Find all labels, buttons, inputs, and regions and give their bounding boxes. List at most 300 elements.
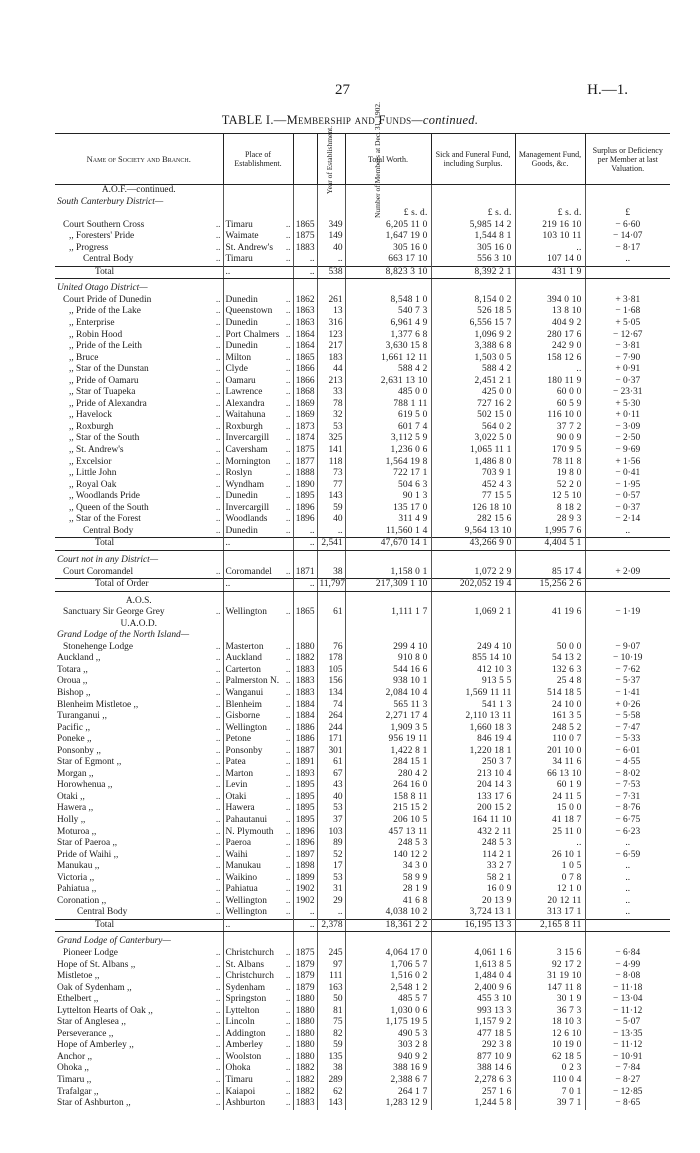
surplus-cell: − 0·57 xyxy=(585,491,670,503)
total-worth-cell: 663 17 10 xyxy=(345,254,431,266)
empty-cell-members xyxy=(317,208,345,220)
members-cell: 178 xyxy=(317,653,345,665)
table-row xyxy=(55,723,670,735)
table-row xyxy=(55,468,670,480)
surplus-cell: − 2·14 xyxy=(585,514,670,526)
society-name: Victoria ,, .. xyxy=(57,872,221,883)
management-fund-cell: 313 17 1 xyxy=(515,907,585,919)
empty-cell-place xyxy=(223,555,293,567)
total-worth-cell: 485 0 0 xyxy=(345,387,431,399)
section-heading: A.O.F.—continued. xyxy=(101,185,176,195)
total-row xyxy=(55,579,670,592)
place-cell: Wellington .. xyxy=(223,607,293,619)
members-cell: 244 xyxy=(317,723,345,735)
total-worth-cell: 135 17 0 xyxy=(345,503,431,515)
total-worth-cell: 1,909 3 5 xyxy=(345,723,431,735)
total-label: Total of Order xyxy=(55,579,223,592)
management-fund-cell: .. xyxy=(515,838,585,850)
table-row xyxy=(55,960,670,972)
management-fund-cell: 248 5 2 xyxy=(515,723,585,735)
table-row xyxy=(55,330,670,342)
empty-cell-year xyxy=(293,283,317,295)
surplus-cell: − 12·85 xyxy=(585,1087,670,1099)
surplus-cell: + 2·09 xyxy=(585,567,670,579)
members-cell: .. xyxy=(317,254,345,266)
surplus-cell: − 9·69 xyxy=(585,445,670,457)
total-worth-cell: 158 8 11 xyxy=(345,792,431,804)
table-row xyxy=(55,803,670,815)
total-worth-cell: 3,630 15 8 xyxy=(345,341,431,353)
district-heading-row xyxy=(55,936,670,948)
total-worth-cell: 90 1 3 xyxy=(345,491,431,503)
society-name: ,, Queen of the South .. xyxy=(69,502,221,513)
place-cell: Invercargill .. xyxy=(223,433,293,445)
members-cell: 82 xyxy=(317,1029,345,1041)
management-fund-cell: 15,256 2 6 xyxy=(515,579,585,592)
surplus-cell: − 5·33 xyxy=(585,734,670,746)
surplus-cell: − 8·08 xyxy=(585,971,670,983)
year-cell: 1887 xyxy=(293,746,317,758)
header-surplus: Surplus or Deficiency per Member at last Valuation. xyxy=(585,134,670,185)
members-cell: 245 xyxy=(317,948,345,960)
total-worth-cell: 140 12 2 xyxy=(345,850,431,862)
place-cell: Amberley .. xyxy=(223,1040,293,1052)
society-name: Otaki ,, .. xyxy=(57,791,221,802)
place-cell: Roslyn .. xyxy=(223,468,293,480)
place-cell: Sydenham .. xyxy=(223,983,293,995)
sick-fund-cell: 200 15 2 xyxy=(431,803,515,815)
header-society: Name of Society and Branch. xyxy=(55,134,223,185)
society-name: Ponsonby ,, .. xyxy=(57,745,221,756)
header-total-worth: Total Worth. xyxy=(345,134,431,185)
year-cell: 1875 xyxy=(293,948,317,960)
empty-cell-surplus xyxy=(585,185,670,197)
empty-cell-surplus xyxy=(585,619,670,631)
total-worth-cell: 264 16 0 xyxy=(345,780,431,792)
sick-fund-cell: 77 15 5 xyxy=(431,491,515,503)
society-name: ,, Little John .. xyxy=(69,468,221,479)
members-cell: 111 xyxy=(317,971,345,983)
members-cell: 74 xyxy=(317,700,345,712)
year-cell: 1902 xyxy=(293,884,317,896)
management-fund-cell: 60 1 9 xyxy=(515,780,585,792)
society-name: Court Southern Cross .. xyxy=(63,219,221,230)
members-cell: 53 xyxy=(317,873,345,885)
management-fund-cell: 147 11 8 xyxy=(515,983,585,995)
place-cell: Port Chalmers .. xyxy=(223,330,293,342)
header-place: Place of Establishment. xyxy=(223,134,293,185)
empty-cell-year xyxy=(293,936,317,948)
total-worth-cell: 47,670 14 1 xyxy=(345,538,431,551)
sick-fund-cell: 4,061 1 6 xyxy=(431,948,515,960)
sick-fund-cell: 877 10 9 xyxy=(431,1052,515,1064)
sick-fund-cell: 16,195 13 3 xyxy=(431,919,515,932)
year-cell: 1866 xyxy=(293,364,317,376)
members-cell: 31 xyxy=(317,884,345,896)
total-row xyxy=(55,919,670,932)
surplus-cell: .. xyxy=(585,254,670,266)
surplus-cell: − 10·19 xyxy=(585,653,670,665)
surplus-cell: − 5·07 xyxy=(585,1017,670,1029)
management-fund-cell: 4,404 5 1 xyxy=(515,538,585,551)
sick-fund-cell: 248 5 3 xyxy=(431,838,515,850)
total-worth-cell: 1,283 12 9 xyxy=(345,1098,431,1110)
society-name: Auckland ,, .. xyxy=(57,653,221,664)
year-cell: 1883 xyxy=(293,1098,317,1110)
district-heading: United Otago District— xyxy=(57,283,148,294)
members-cell: 13 xyxy=(317,306,345,318)
members-cell: 67 xyxy=(317,769,345,781)
empty-cell-management-fund xyxy=(515,185,585,197)
management-fund-cell: 280 17 6 xyxy=(515,330,585,342)
sick-fund-cell: 1,072 2 9 xyxy=(431,567,515,579)
sick-fund-cell: 1,220 18 1 xyxy=(431,746,515,758)
place-cell: Caversham .. xyxy=(223,445,293,457)
table-row xyxy=(55,220,670,232)
society-name: Trafalgar ,, .. xyxy=(57,1086,221,1097)
members-cell: 261 xyxy=(317,295,345,307)
sick-fund-cell: 388 14 6 xyxy=(431,1063,515,1075)
members-cell: 29 xyxy=(317,896,345,908)
total-worth-cell: 305 16 0 xyxy=(345,243,431,255)
place-cell: Dunedin .. xyxy=(223,295,293,307)
year-cell: 1896 xyxy=(293,503,317,515)
place-cell: .. xyxy=(223,538,293,551)
sick-fund-cell: 1,503 0 5 xyxy=(431,353,515,365)
year-cell: 1902 xyxy=(293,896,317,908)
management-fund-cell: 431 1 9 xyxy=(515,266,585,279)
empty-cell-total-worth xyxy=(345,596,431,608)
sick-fund-cell: 2,451 2 1 xyxy=(431,376,515,388)
surplus-cell: − 14·07 xyxy=(585,231,670,243)
empty-cell-sick-fund xyxy=(431,596,515,608)
empty-cell-year xyxy=(293,596,317,608)
sick-fund-cell: 126 18 10 xyxy=(431,503,515,515)
place-cell: Waitahuna .. xyxy=(223,410,293,422)
members-cell: 301 xyxy=(317,746,345,758)
empty-cell-total-worth xyxy=(345,630,431,642)
society-name: Star of Paeroa ,, .. xyxy=(57,838,221,849)
total-worth-cell: 788 1 11 xyxy=(345,399,431,411)
management-fund-cell: 161 3 5 xyxy=(515,711,585,723)
sick-fund-cell: 8,154 0 2 xyxy=(431,295,515,307)
members-cell: 217 xyxy=(317,341,345,353)
table-row xyxy=(55,353,670,365)
table-row xyxy=(55,480,670,492)
empty-cell-place xyxy=(223,185,293,197)
empty-cell-management-fund xyxy=(515,619,585,631)
total-worth-cell: 956 19 11 xyxy=(345,734,431,746)
society-name: ,, Woodlands Pride .. xyxy=(69,491,221,502)
management-fund-cell: 34 11 6 xyxy=(515,757,585,769)
total-worth-cell: 619 5 0 xyxy=(345,410,431,422)
empty-cell-management-fund xyxy=(515,555,585,567)
year-cell: 1866 xyxy=(293,376,317,388)
total-worth-cell: 41 6 8 xyxy=(345,896,431,908)
total-worth-cell: 1,647 19 0 xyxy=(345,231,431,243)
management-fund-cell: 52 2 0 xyxy=(515,480,585,492)
surplus-cell: − 7·90 xyxy=(585,353,670,365)
members-cell: 76 xyxy=(317,642,345,654)
table-title xyxy=(0,113,700,128)
society-name: Morgan ,, .. xyxy=(57,768,221,779)
sick-fund-cell: 477 18 5 xyxy=(431,1029,515,1041)
empty-cell-surplus xyxy=(585,555,670,567)
society-name: ,, Roxburgh .. xyxy=(69,421,221,432)
management-fund-cell: 170 9 5 xyxy=(515,445,585,457)
total-worth-cell: 1,377 6 8 xyxy=(345,330,431,342)
place-cell: Petone .. xyxy=(223,734,293,746)
year-cell: 1869 xyxy=(293,410,317,422)
table-row xyxy=(55,642,670,654)
society-name: Star of Anglesea ,, .. xyxy=(57,1017,221,1028)
year-cell: 1890 xyxy=(293,480,317,492)
place-cell: Waikino .. xyxy=(223,873,293,885)
empty-cell-place xyxy=(223,208,293,220)
empty-cell-total-worth xyxy=(345,197,431,209)
year-cell: 1888 xyxy=(293,468,317,480)
management-fund-cell: 514 18 5 xyxy=(515,688,585,700)
table-row xyxy=(55,792,670,804)
place-cell: Dunedin .. xyxy=(223,341,293,353)
place-cell: .. xyxy=(223,919,293,932)
management-fund-cell: 25 11 0 xyxy=(515,827,585,839)
sick-fund-cell: 588 4 2 xyxy=(431,364,515,376)
total-worth-cell: 311 4 9 xyxy=(345,514,431,526)
society-name: Star of Ashburton ,, .. xyxy=(57,1098,221,1109)
district-heading: Court not in any District— xyxy=(57,554,159,565)
section-heading-row xyxy=(55,619,670,631)
table-row xyxy=(55,387,670,399)
sick-fund-cell: 993 13 3 xyxy=(431,1006,515,1018)
table-row xyxy=(55,457,670,469)
surplus-cell: − 4·55 xyxy=(585,757,670,769)
management-fund-cell: 15 0 0 xyxy=(515,803,585,815)
table-row xyxy=(55,983,670,995)
year-cell: 1875 xyxy=(293,231,317,243)
year-cell: 1880 xyxy=(293,1052,317,1064)
sick-fund-cell: 33 2 7 xyxy=(431,861,515,873)
place-cell: Invercargill .. xyxy=(223,503,293,515)
members-cell: 143 xyxy=(317,1098,345,1110)
members-cell: 123 xyxy=(317,330,345,342)
total-worth-cell: 4,064 17 0 xyxy=(345,948,431,960)
total-worth-cell: 6,205 11 0 xyxy=(345,220,431,232)
place-cell: St. Albans .. xyxy=(223,960,293,972)
empty-cell-surplus xyxy=(585,630,670,642)
empty-cell-place xyxy=(223,936,293,948)
total-worth-cell: 217,309 1 10 xyxy=(345,579,431,592)
year-cell: .. xyxy=(293,254,317,266)
sick-fund-cell: 526 18 5 xyxy=(431,306,515,318)
total-worth-cell: 485 5 7 xyxy=(345,994,431,1006)
table-row xyxy=(55,410,670,422)
members-cell: 105 xyxy=(317,665,345,677)
sick-fund-cell: 1,157 9 2 xyxy=(431,1017,515,1029)
table-title-prefix: TABLE I.— xyxy=(221,113,287,127)
management-fund-cell: 110 0 4 xyxy=(515,1075,585,1087)
total-worth-cell: 2,271 17 4 xyxy=(345,711,431,723)
society-name: Horowhenua ,, .. xyxy=(57,780,221,791)
members-cell: 325 xyxy=(317,433,345,445)
surplus-cell: − 12·67 xyxy=(585,330,670,342)
year-cell: 1880 xyxy=(293,1029,317,1041)
management-fund-cell: 219 16 10 xyxy=(515,220,585,232)
year-cell: 1883 xyxy=(293,243,317,255)
sick-fund-cell: 432 2 11 xyxy=(431,827,515,839)
sick-fund-cell: 133 17 6 xyxy=(431,792,515,804)
total-worth-cell: 264 1 7 xyxy=(345,1087,431,1099)
management-fund-cell: 78 11 8 xyxy=(515,457,585,469)
empty-cell-year xyxy=(293,555,317,567)
management-fund-cell: 41 19 6 xyxy=(515,607,585,619)
sick-fund-cell: 3,022 5 0 xyxy=(431,433,515,445)
surplus-cell: − 0·37 xyxy=(585,376,670,388)
surplus-cell: − 10·91 xyxy=(585,1052,670,1064)
society-name: Pride of Waihi ,, .. xyxy=(57,849,221,860)
society-name: Central Body .. xyxy=(83,254,221,265)
table-row xyxy=(55,1017,670,1029)
table-row xyxy=(55,700,670,712)
district-heading-row xyxy=(55,197,670,209)
society-name: Oroua ,, .. xyxy=(57,676,221,687)
society-name: Central Body .. xyxy=(77,907,221,918)
year-cell: 1895 xyxy=(293,491,317,503)
place-cell: Dunedin .. xyxy=(223,526,293,538)
table-row xyxy=(55,567,670,579)
district-heading: Grand Lodge of the North Island— xyxy=(57,630,190,641)
table-row xyxy=(55,873,670,885)
total-worth-cell: 1,158 0 1 xyxy=(345,567,431,579)
year-cell: 1862 xyxy=(293,295,317,307)
year-cell: 1865 xyxy=(293,607,317,619)
table-row xyxy=(55,422,670,434)
empty-cell-place xyxy=(223,197,293,209)
total-worth-cell: 34 3 0 xyxy=(345,861,431,873)
place-cell: Ohoka .. xyxy=(223,1063,293,1075)
place-cell: Paeroa .. xyxy=(223,838,293,850)
surplus-cell: − 4·99 xyxy=(585,960,670,972)
members-cell: 43 xyxy=(317,780,345,792)
sick-fund-cell: 202,052 19 4 xyxy=(431,579,515,592)
surplus-cell: − 2·50 xyxy=(585,433,670,445)
empty-cell-surplus xyxy=(585,283,670,295)
place-cell: Levin .. xyxy=(223,780,293,792)
sick-fund-cell: 1,069 2 1 xyxy=(431,607,515,619)
sick-fund-cell: 16 0 9 xyxy=(431,884,515,896)
total-worth-cell: 2,388 6 7 xyxy=(345,1075,431,1087)
year-cell: 1863 xyxy=(293,318,317,330)
empty-cell-members xyxy=(317,197,345,209)
society-name: ,, Pride of the Leith .. xyxy=(69,341,221,352)
society-name: Blenheim Mistletoe ,, .. xyxy=(57,699,221,710)
place-cell: Patea .. xyxy=(223,757,293,769)
members-cell: 78 xyxy=(317,399,345,411)
sick-fund-cell: 846 19 4 xyxy=(431,734,515,746)
society-name: Pahiatua ,, .. xyxy=(57,884,221,895)
society-name: ,, St. Andrew's .. xyxy=(69,445,221,456)
surplus-cell: − 8·27 xyxy=(585,1075,670,1087)
empty-cell-place xyxy=(223,630,293,642)
management-fund-cell: .. xyxy=(515,364,585,376)
society-name: ,, Excelsior .. xyxy=(69,456,221,467)
year-cell: 1865 xyxy=(293,353,317,365)
place-cell: Auckland .. xyxy=(223,653,293,665)
table-row xyxy=(55,861,670,873)
table-row xyxy=(55,850,670,862)
empty-cell-place xyxy=(223,283,293,295)
surplus-cell: − 9·07 xyxy=(585,642,670,654)
year-cell: 1899 xyxy=(293,873,317,885)
sick-fund-cell: 1,613 8 5 xyxy=(431,960,515,972)
management-fund-cell: 0 2 3 xyxy=(515,1063,585,1075)
place-cell: Addington .. xyxy=(223,1029,293,1041)
total-worth-cell: 588 4 2 xyxy=(345,364,431,376)
surplus-cell: .. xyxy=(585,907,670,919)
members-cell: 62 xyxy=(317,1087,345,1099)
place-cell: .. xyxy=(223,266,293,279)
total-worth-cell: 303 2 8 xyxy=(345,1040,431,1052)
year-cell: 1891 xyxy=(293,757,317,769)
surplus-cell: + 3·81 xyxy=(585,295,670,307)
members-cell: 141 xyxy=(317,445,345,457)
empty-cell-sick-fund xyxy=(431,555,515,567)
year-cell: .. xyxy=(293,266,317,279)
year-cell: 1879 xyxy=(293,971,317,983)
total-worth-cell: 1,030 0 6 xyxy=(345,1006,431,1018)
place-cell: Coromandel .. xyxy=(223,567,293,579)
empty-cell-sick-fund xyxy=(431,630,515,642)
management-fund-cell: 2,165 8 11 xyxy=(515,919,585,932)
members-cell: 37 xyxy=(317,815,345,827)
management-fund-cell: 24 10 0 xyxy=(515,700,585,712)
surplus-cell: .. xyxy=(585,896,670,908)
district-heading: South Canterbury District— xyxy=(57,196,164,207)
year-cell: 1879 xyxy=(293,983,317,995)
table-row xyxy=(55,653,670,665)
total-worth-cell: 284 15 1 xyxy=(345,757,431,769)
table-row xyxy=(55,491,670,503)
place-cell: Mornington .. xyxy=(223,457,293,469)
place-cell: N. Plymouth .. xyxy=(223,827,293,839)
year-cell: 1886 xyxy=(293,723,317,735)
section-heading: A.O.S. xyxy=(125,595,152,606)
members-cell: 143 xyxy=(317,491,345,503)
place-cell: Ashburton .. xyxy=(223,1098,293,1110)
members-cell: 33 xyxy=(317,387,345,399)
empty-cell-total-worth xyxy=(345,283,431,295)
page-number: 27 xyxy=(335,82,350,98)
sick-fund-cell: 282 15 6 xyxy=(431,514,515,526)
management-fund-cell: 12 5 10 xyxy=(515,491,585,503)
empty-cell-place xyxy=(223,596,293,608)
year-cell: 1871 xyxy=(293,567,317,579)
table-row xyxy=(55,503,670,515)
members-cell: 50 xyxy=(317,994,345,1006)
surplus-cell: − 11·18 xyxy=(585,983,670,995)
place-cell: Waihi .. xyxy=(223,850,293,862)
year-cell: .. xyxy=(293,538,317,551)
place-cell: Springston .. xyxy=(223,994,293,1006)
society-name: ,, Pride of the Lake .. xyxy=(69,306,221,317)
year-cell: 1895 xyxy=(293,803,317,815)
total-worth-cell: 215 15 2 xyxy=(345,803,431,815)
year-cell: 1896 xyxy=(293,827,317,839)
society-name: ,, Bruce .. xyxy=(69,352,221,363)
year-cell: 1883 xyxy=(293,665,317,677)
empty-cell-members xyxy=(317,630,345,642)
year-cell: 1880 xyxy=(293,1006,317,1018)
